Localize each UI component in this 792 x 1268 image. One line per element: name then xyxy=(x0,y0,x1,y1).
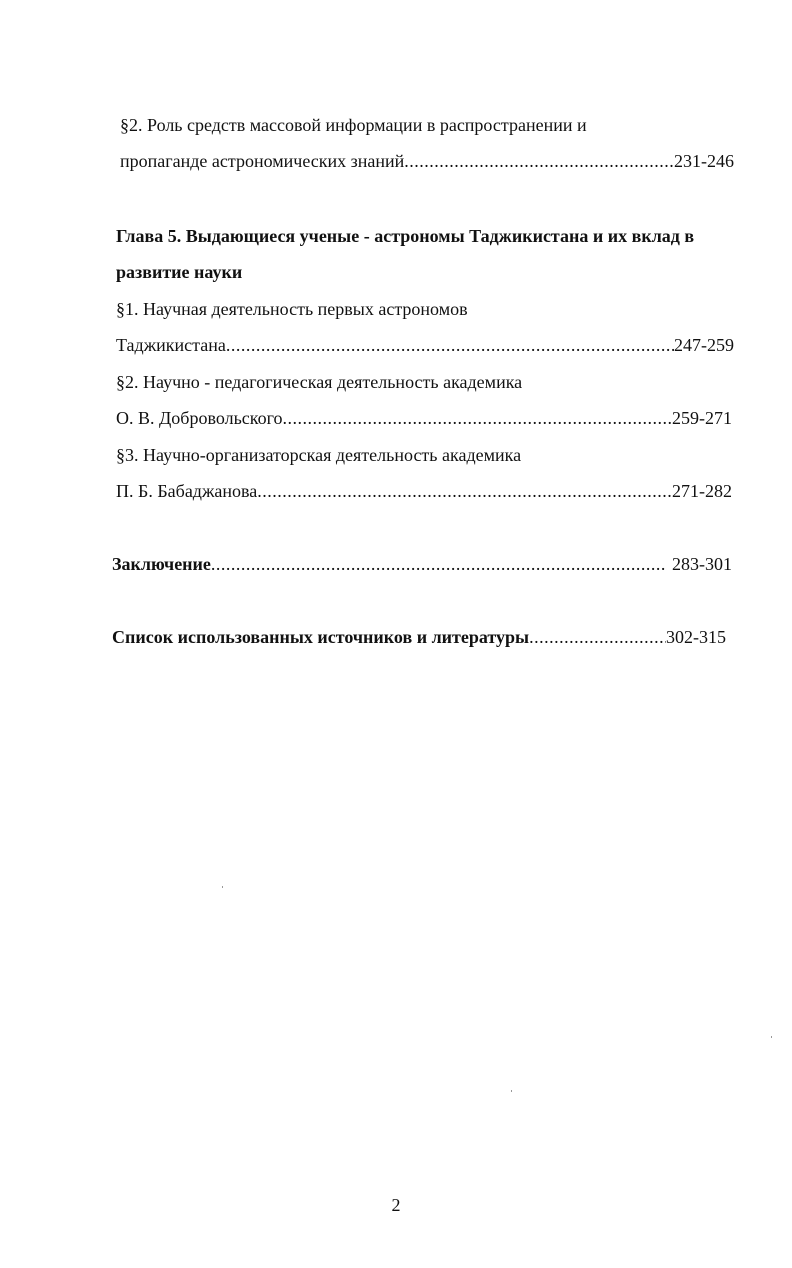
toc-ch4-s2-line2: пропаганде астрономических знаний xyxy=(120,151,405,171)
toc-ch5-s1-line2: Таджикистана xyxy=(116,335,226,355)
scan-speck xyxy=(222,886,223,888)
toc-references-entry xyxy=(112,625,726,649)
toc-ch5-s2-line2: О. В. Добровольского xyxy=(116,408,283,428)
toc-ch5-s1-pages: 247-259 xyxy=(674,335,734,355)
toc-ch5-s1-line1: §1. Научная деятельность первых астрономов xyxy=(116,299,468,319)
dot-leader xyxy=(529,625,666,649)
dot-leader xyxy=(211,552,666,576)
toc-ch5-s3-line2: П. Б. Бабаджанова xyxy=(116,481,258,501)
toc-references-label: Список использованных источников и литературы xyxy=(112,627,530,647)
toc-ch5-s2-pages: 259-271 xyxy=(672,408,732,428)
toc-ch5-s1-entry xyxy=(116,333,734,357)
dot-leader xyxy=(226,333,674,357)
toc-ch5-s3-line1: §3. Научно-организаторская деятельность академика xyxy=(116,445,522,465)
toc-ch5-s2-entry xyxy=(116,406,732,430)
toc-ch5-title-line2: развитие науки xyxy=(116,262,243,282)
toc-ch5-title-line1: Глава 5. Выдающиеся ученые - астрономы Таджикистана и их вклад в xyxy=(116,226,695,246)
dot-leader xyxy=(404,149,674,173)
scan-speck xyxy=(771,1036,772,1038)
toc-ch4-s2-entry xyxy=(120,149,734,173)
dot-leader xyxy=(283,406,672,430)
toc-ch5-s3-pages: 271-282 xyxy=(672,481,732,501)
toc-ch4-s2-pages: 231-246 xyxy=(674,151,734,171)
scan-speck xyxy=(511,1090,512,1092)
toc-ch5-s2-line1: §2. Научно - педагогическая деятельность академика xyxy=(116,372,523,392)
toc-conclusion-pages: 283-301 xyxy=(672,554,732,574)
toc-ch5-s3-entry xyxy=(116,479,732,503)
dot-leader xyxy=(257,479,672,503)
toc-conclusion-entry xyxy=(112,552,732,576)
toc-conclusion-label: Заключение xyxy=(112,554,211,574)
page-number: 2 xyxy=(391,1195,401,1215)
toc-references-pages: 302-315 xyxy=(666,627,726,647)
toc-ch4-s2-line1: §2. Роль средств массовой информации в распространении и xyxy=(120,115,587,135)
